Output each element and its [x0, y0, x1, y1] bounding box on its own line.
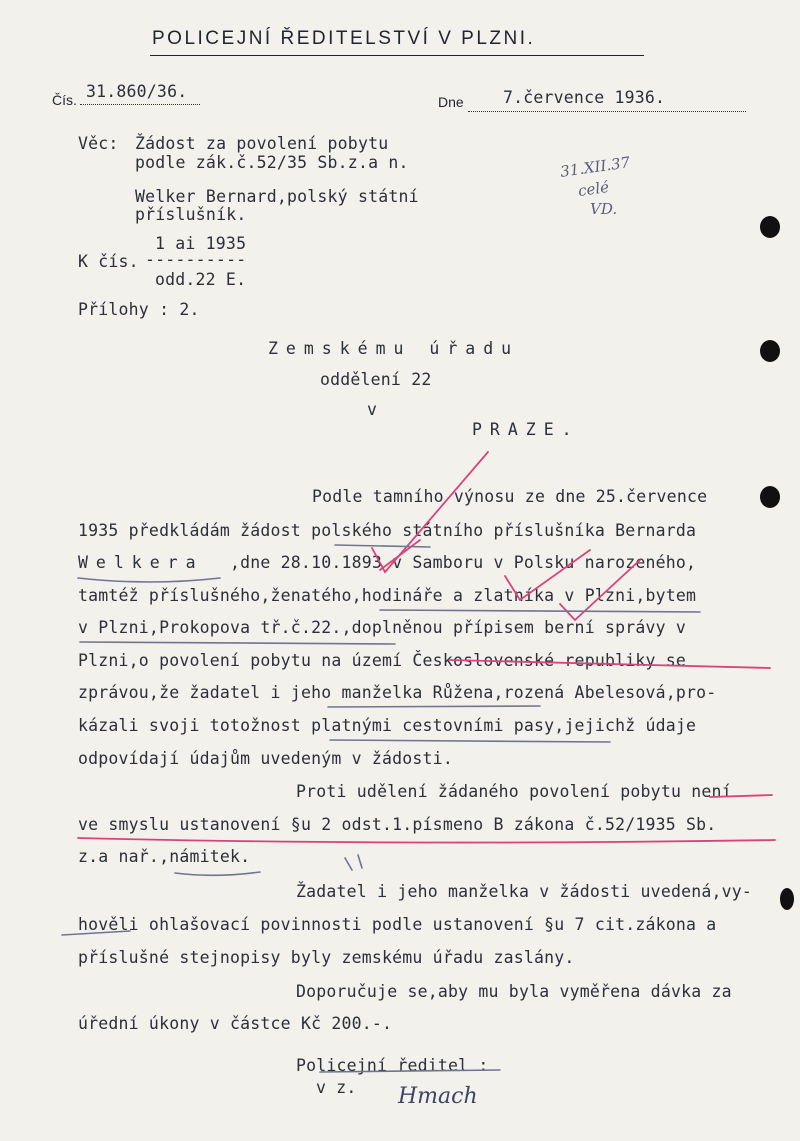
body-line: Plzni,o povolení pobytu na území Československé republiky se — [78, 651, 687, 670]
blue-underline — [330, 740, 610, 742]
punch-hole — [760, 486, 780, 508]
handwritten-note-line-3: VD. — [590, 200, 618, 218]
subject-line-3: Welker Bernard,polský státní — [135, 187, 419, 206]
body-line: příslušné stejnopisy byly zemskému úřadu zaslány. — [78, 948, 575, 967]
reference-label: Čís. — [52, 92, 77, 108]
signature-vz: v z. — [316, 1078, 357, 1097]
body-line: zprávou,že žadatel i jeho manželka Růžena,rozená Abelesová,pro- — [78, 683, 717, 702]
office-heading: POLICEJNÍ ŘEDITELSTVÍ V PLZNI. — [152, 28, 536, 49]
punch-hole — [760, 216, 780, 238]
blue-underline — [175, 872, 260, 875]
date-value: 7.července 1936. — [503, 88, 666, 107]
subject-label: Věc: — [78, 134, 119, 153]
subject-line-1: Žádost za povolení pobytu — [135, 134, 389, 153]
reference-number: 31.860/36. — [86, 82, 188, 101]
addressee-line-3: v — [367, 400, 378, 419]
punch-hole — [780, 888, 794, 910]
blue-underline — [380, 610, 700, 612]
signature-title: Policejní ředitel : — [296, 1056, 489, 1075]
body-line: v Plzni,Prokopova tř.č.22.,doplněnou přípisem berní správy v — [78, 618, 687, 637]
body-line: Podle tamního výnosu ze dne 25.července — [312, 487, 708, 506]
blue-underline — [80, 642, 395, 644]
ref-number-dashes: ---------- — [145, 250, 247, 269]
body-line: úřední úkony v částce Kč 200.-. — [78, 1014, 393, 1033]
handwritten-note-line-2: celé — [576, 177, 611, 201]
addressee-line-1: Zemskému úřadu — [268, 339, 520, 358]
handwritten-signature: Hmach — [398, 1084, 478, 1109]
body-line: ,dne 28.10.1893 v Samboru v Polsku narozeného, — [230, 553, 697, 572]
blue-underline — [335, 545, 430, 547]
punch-hole — [760, 340, 780, 362]
ref-number-top: 1 ai 1935 — [155, 234, 247, 253]
spaced-applicant-name: Welkera — [78, 553, 204, 572]
red-underline — [78, 838, 775, 843]
addressee-line-2: oddělení 22 — [320, 370, 432, 389]
body-line: Proti udělení žádaného povolení pobytu není — [296, 782, 732, 801]
body-line: ve smyslu ustanovení §u 2 odst.1.písmeno B zákona č.52/1935 Sb. — [78, 815, 717, 834]
body-line: tamtéž příslušného,ženatého,hodináře a zlatníka v Plzni,bytem — [78, 586, 697, 605]
blue-tick-marks — [345, 855, 362, 870]
reference-dotted-line — [80, 104, 200, 105]
ref-number-label: K čís. — [78, 252, 139, 271]
blue-underline — [78, 578, 220, 582]
body-line: z.a nař.,námitek. — [78, 847, 251, 866]
date-dotted-line — [468, 111, 746, 112]
body-line: Doporučuje se,aby mu byla vyměřena dávka za — [296, 982, 732, 1001]
blue-underline — [328, 706, 540, 707]
subject-line-2: podle zák.č.52/35 Sb.z.a n. — [135, 153, 409, 172]
body-line: odpovídají údajům uvedeným v žádosti. — [78, 749, 453, 768]
handwritten-date-note: 31.XII.37 — [559, 153, 632, 181]
heading-rule — [150, 55, 644, 56]
body-line: hověli ohlašovací povinnosti podle ustanovení §u 7 cit.zákona a — [78, 915, 717, 934]
date-label: Dne — [438, 94, 464, 110]
subject-line-4: příslušník. — [135, 205, 247, 224]
attachments-line: Přílohy : 2. — [78, 300, 200, 319]
body-line: 1935 předkládám žádost polského státního příslušníka Bernarda — [78, 521, 697, 540]
body-line: Žadatel i jeho manželka v žádosti uvedená,vy- — [296, 882, 753, 901]
ref-number-bottom: odd.22 E. — [155, 270, 247, 289]
addressee-line-4: PRAZE. — [472, 420, 580, 439]
body-line: kázali svoji totožnost platnými cestovními pasy,jejichž údaje — [78, 716, 697, 735]
